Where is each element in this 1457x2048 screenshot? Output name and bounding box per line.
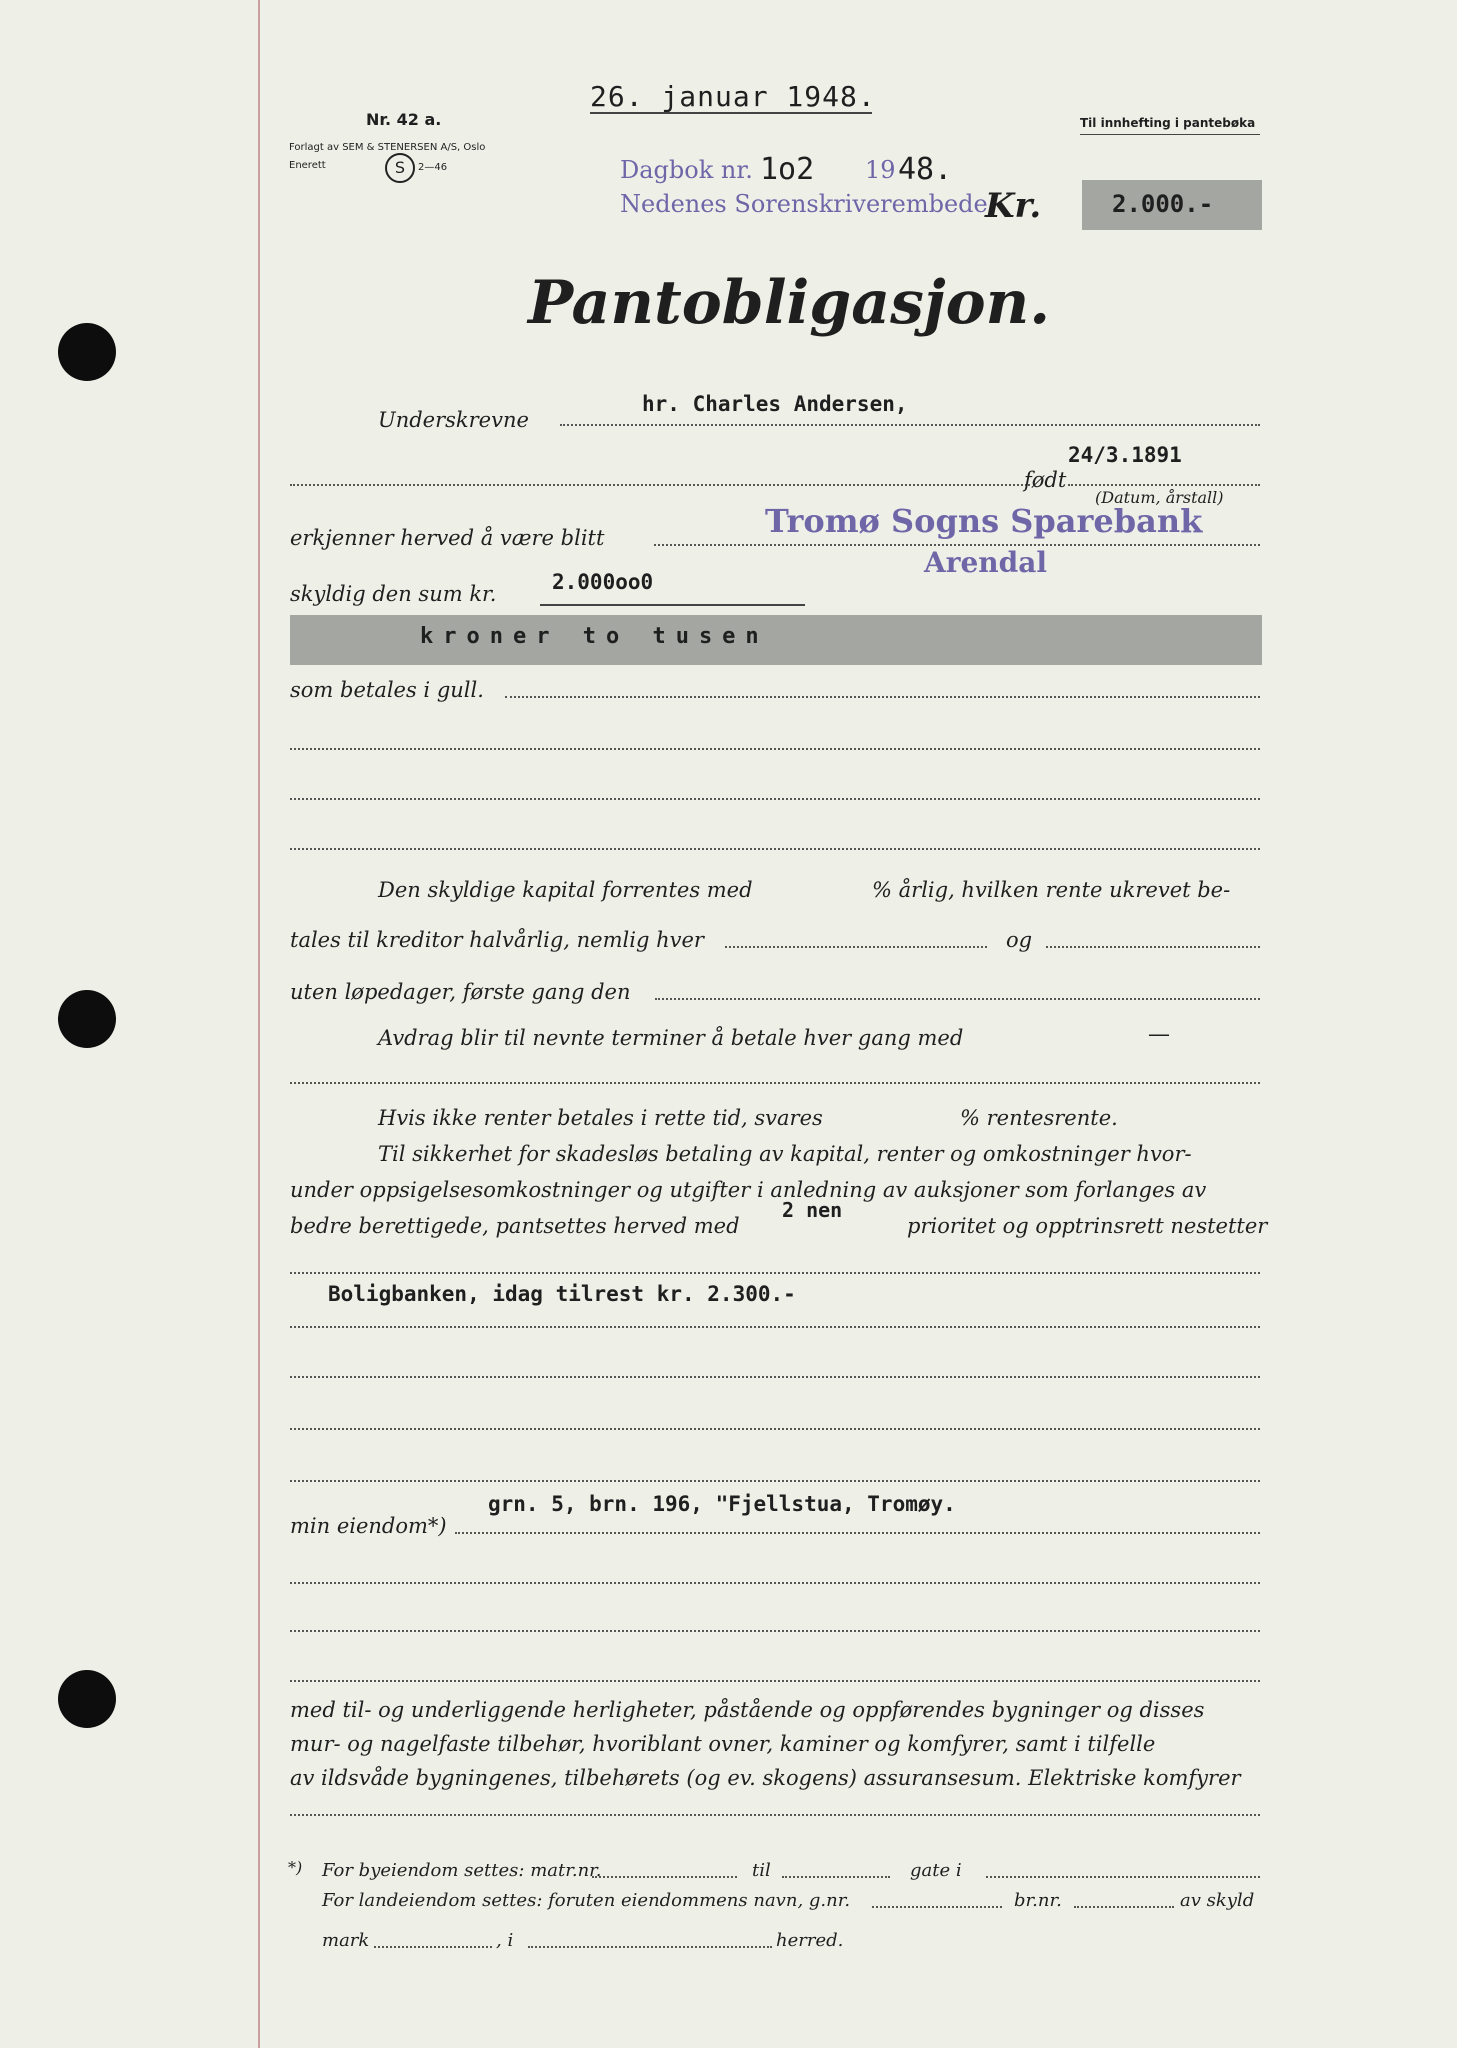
blank-line-5	[290, 1272, 1260, 1274]
prior-lien: Boligbanken, idag tilrest kr. 2.300.-	[328, 1282, 796, 1306]
blank-line-2	[290, 798, 1260, 800]
creditor-stamp-city: Arendal	[924, 546, 1048, 579]
blank-line-13	[290, 1814, 1260, 1816]
property-value: grn. 5, brn. 196, "Fjellstua, Tromøy.	[488, 1492, 956, 1516]
interest-line3-dots	[655, 998, 1260, 1000]
punch-hole-middle	[58, 990, 116, 1048]
document-date: 26. januar 1948.	[590, 80, 876, 113]
closing-line2: mur- og nagelfaste tilbehør, hvoriblant ovner, kaminer og komfyrer, samt i tilfelle	[290, 1732, 1156, 1756]
footnote-line2-b: br.nr.	[1014, 1890, 1062, 1911]
creditor-stamp: Tromø Sogns Sparebank	[765, 502, 1203, 540]
blank-line-1	[290, 748, 1260, 750]
interest-line2-dots	[725, 946, 987, 948]
interest-line2-dots-2	[1046, 946, 1260, 948]
blank-line-11	[290, 1630, 1260, 1632]
priority-value: 2 nen	[782, 1198, 843, 1222]
born-hint: (Datum, årstall)	[1095, 488, 1224, 507]
dagbok-label: Dagbok nr.	[620, 156, 753, 184]
footnote-line1-a: For byeiendom settes: matr.nr.	[322, 1860, 602, 1881]
blank-line-4	[290, 1082, 1260, 1084]
footnote-line1-dots-3	[986, 1876, 1260, 1878]
amount-words: kroner to tusen	[420, 624, 769, 649]
closing-line1: med til- og underliggende herligheter, påstående og oppførendes bygninger og disses	[290, 1698, 1205, 1722]
footnote-line3-dots-2	[528, 1946, 772, 1948]
footnote-line2-dots-1	[872, 1906, 1002, 1908]
footnote-line1-dots-1	[592, 1876, 737, 1878]
punch-hole-bottom	[58, 1670, 116, 1728]
owe-label: skyldig den sum kr.	[290, 582, 497, 606]
date-underline	[590, 112, 872, 114]
footnote-line3-dots-1	[374, 1946, 492, 1948]
undersigned-line	[560, 424, 1260, 426]
owe-line	[540, 604, 805, 606]
office-stamp: Nedenes Sorenskriverembede	[620, 190, 988, 218]
filing-note: Til innhefting i pantebøka	[1080, 116, 1256, 130]
closing-line3: av ildsvåde bygningenes, tilbehørets (og ev. skogens) assuransesum. Elektriske komfyrer	[290, 1766, 1241, 1790]
publisher-logo: S	[385, 153, 415, 183]
footnote-mark: *)	[288, 1858, 303, 1877]
property-label: min eiendom*)	[290, 1514, 447, 1538]
interest-line3: uten løpedager, første gang den	[290, 980, 631, 1004]
footnote-line2-c: av skyld	[1180, 1890, 1255, 1911]
acknowledge-label: erkjenner herved å være blitt	[290, 526, 605, 550]
footnote-line1-b: til	[752, 1860, 771, 1881]
interest-line1-a: Den skyldige kapital forrentes med	[378, 878, 753, 902]
filing-note-underline	[1080, 134, 1260, 135]
interest-line8-b: prioritet og opptrinsrett nestetter	[907, 1214, 1268, 1238]
publisher-line: Forlagt av SEM & STENERSEN A/S, Oslo	[289, 142, 486, 153]
footnote-line3-c: herred.	[776, 1930, 844, 1951]
born-label: født	[1024, 468, 1067, 492]
footnote-line2-a: For landeiendom settes: foruten eiendommens navn, g.nr.	[322, 1890, 851, 1911]
interest-line2-a: tales til kreditor halvårlig, nemlig hver	[290, 928, 704, 952]
interest-line8-a: bedre berettigede, pantsettes herved med	[290, 1214, 740, 1238]
dagbok-year: 48.	[898, 152, 953, 187]
blank-line-7	[290, 1376, 1260, 1378]
kr-amount: 2.000.-	[1112, 190, 1214, 218]
owe-value: 2.000oo0	[552, 570, 654, 594]
publisher-date: 2—46	[418, 162, 448, 173]
blank-line-3	[290, 848, 1260, 850]
blank-line-9	[290, 1480, 1260, 1482]
page-title: Pantobligasjon.	[528, 268, 1051, 338]
undersigned-label: Underskrevne	[378, 408, 529, 432]
footnote-line3-a: mark	[322, 1930, 370, 1951]
blank-line-8	[290, 1428, 1260, 1430]
blank-line-10	[290, 1582, 1260, 1584]
interest-line4: Avdrag blir til nevnte terminer å betale hver gang med	[378, 1026, 964, 1050]
punch-hole-top	[58, 323, 116, 381]
dagbok-number: 1o2	[760, 152, 815, 187]
interest-line6: Til sikkerhet for skadesløs betaling av kapital, renter og omkostninger hvor-	[378, 1142, 1192, 1166]
interest-line7: under oppsigelsesomkostninger og utgifter i anledning av auksjoner som forlanges av	[290, 1178, 1207, 1202]
footnote-line2-dots-2	[1074, 1906, 1174, 1908]
property-line	[455, 1532, 1260, 1534]
dagbok-year-prefix: 19	[865, 156, 896, 184]
interest-line1-b: % årlig, hvilken rente ukrevet be-	[872, 878, 1231, 902]
interest-line5-a: Hvis ikke renter betales i rette tid, svares	[378, 1106, 823, 1130]
blank-line-born	[290, 484, 1030, 486]
footnote-line1-dots-2	[782, 1876, 890, 1878]
blank-line-12	[290, 1680, 1260, 1682]
footnote-line3-b: , i	[496, 1930, 514, 1951]
margin-rule	[258, 0, 260, 2048]
interest-line5-b: % rentesrente.	[960, 1106, 1118, 1130]
kr-label: Kr.	[985, 186, 1042, 226]
born-line	[1068, 484, 1260, 486]
interest-line4-dash: —	[1148, 1022, 1170, 1047]
paid-label: som betales i gull.	[290, 678, 484, 702]
publisher-enerett: Enerett	[289, 160, 326, 171]
paid-line	[505, 696, 1260, 698]
interest-line2-b: og	[1006, 928, 1033, 952]
undersigned-value: hr. Charles Andersen,	[642, 392, 908, 416]
born-value: 24/3.1891	[1068, 443, 1182, 467]
form-number: Nr. 42 a.	[366, 110, 442, 129]
blank-line-6	[290, 1326, 1260, 1328]
footnote-line1-c: gate i	[910, 1860, 962, 1881]
